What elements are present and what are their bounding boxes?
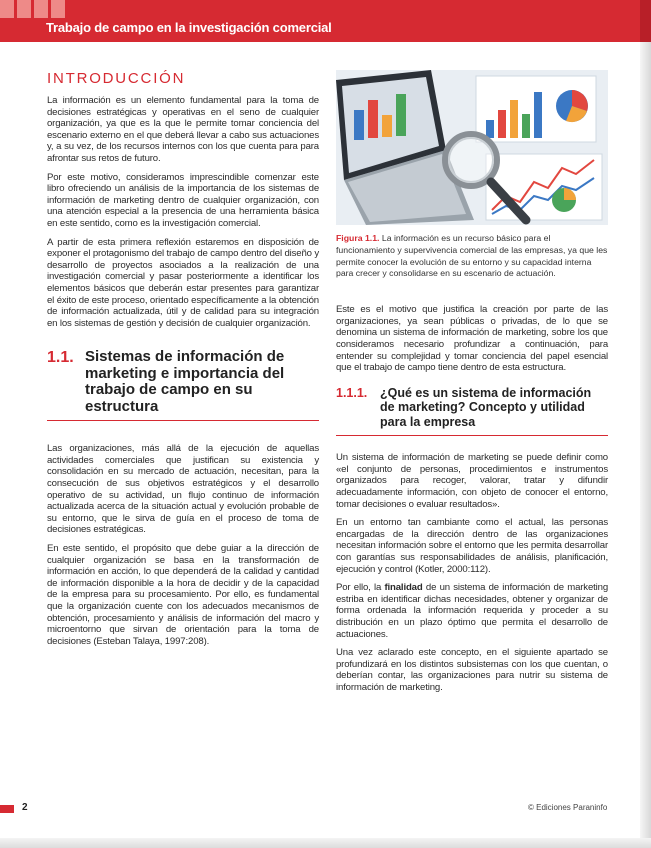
- header-square-decoration: [34, 0, 48, 18]
- section-divider: [47, 420, 319, 421]
- bold-term: finalidad: [384, 582, 423, 594]
- body-paragraph: Un sistema de información de marketing se puede definir como «el conjunto de personas, procedimientos e instrumentos organizados para recoger, valorar, tratar y difundir adecuadamente información, con objeto de conocer el entorno, tomar decisiones o evaluar resultados».: [336, 452, 608, 510]
- page-header: [0, 0, 651, 42]
- body-paragraph: Este es el motivo que justifica la creación por parte de las organizaciones, ya sean públicas o privadas, de lo que se denomina un sistema de información de marketing, sobre los que consideramos necesario profundizar a continuación, para entender su complejidad y tomar conciencia del papel esencial que el trabajo de campo tiene dentro de esta estructura.: [336, 304, 608, 374]
- header-square-decoration: [0, 0, 14, 18]
- figure-caption-text: La información es un recurso básico para el funcionamiento y supervivencia comercial de las empresas, ya que les permite conocer la evolución de su entorno y su capacidad interna para crecer y consolidarse en su escenario de actuación.: [336, 233, 608, 279]
- body-paragraph: Una vez aclarado este concepto, en el siguiente apartado se profundizará en los distintos subsistemas con los que cuentan, o deberían contar, las organizaciones para nutrir su sistema de información de marketing.: [336, 647, 608, 693]
- page-number: 2: [22, 802, 28, 813]
- running-header-title: Trabajo de campo en la investigación comercial: [46, 20, 332, 35]
- text-run: Por ello, la: [336, 582, 385, 594]
- copyright-notice: © Ediciones Paraninfo: [528, 803, 608, 812]
- section-title: Sistemas de información de marketing e importancia del trabajo de campo en su estructura: [85, 348, 285, 415]
- figure-image-laptop-charts: [336, 70, 608, 225]
- intro-paragraph: Por este motivo, consideramos imprescindible comenzar este libro ofreciendo un análisis de la importancia de los sistemas de información de marketing dentro de cualquier organización, con una atención especial a la presencia de una herramienta básica en este sentido, como es la investigación comercial.: [47, 171, 319, 229]
- footer-marker: [0, 805, 14, 813]
- page-edge-right: [640, 42, 651, 848]
- header-square-decoration: [51, 0, 65, 18]
- body-paragraph: En un entorno tan cambiante como el actual, las personas encargadas de la dirección dentro de las organizaciones necesitan información sobre el entorno que les permita desarrollar con garantías sus responsabilidades de análisis, planificación, ejecución y control (Kotler, 2000:112).: [336, 517, 608, 575]
- intro-paragraph: La información es un elemento fundamental para la toma de decisiones estratégicas y operativas en el seno de cualquier organización, ya que es la que le permite tomar conciencia del escenario externo en el que deberá llevar a cabo sus actuaciones y, a su vez, de los recursos internos con los que cuenta para para afrontar sus retos de futuro.: [47, 95, 319, 164]
- left-column: [47, 70, 319, 654]
- figure-label: Figura 1.1.: [336, 233, 380, 243]
- text-run: de un sistema de información de marketing estriba en identificar dichas necesidades, obtener y organizar de forma ordenada la información requerida y proceder a su distribución en un plazo óptimo que permita el desarrollo de actuaciones.: [336, 582, 609, 640]
- intro-paragraph: A partir de esta primera reflexión estaremos en disposición de exponer el protagonismo del trabajo de campo dentro del diseño y desarrollo de proyectos asociados a la realización de una investigación comercial y pasar posteriormente a identificar los elementos básicos que deberán estar presentes para garantizar el éxito de este proceso, orientado específicamente a la obtención de información actualizada, útil y de calidad para su integración en los sistemas de gestión y decisión de cualquier organización.: [47, 236, 319, 329]
- body-paragraph: En este sentido, el propósito que debe guiar a la dirección de cualquier organización se basa en la transformación de información en acción, lo que dependerá de la calidad y cantidad de información disponible a la hora de decidir y de la capacidad de la empresa para su procesamiento. Por ello, es fundamental que la organización cuente con los adecuados mecanismos de obtención, procesamiento y análisis de información del macro y microentorno que sirvan de orientación para la toma de decisiones (Esteban Talaya, 1997:208).: [47, 543, 319, 647]
- body-paragraph: Las organizaciones, más allá de la ejecución de aquellas actividades comerciales que justifican su existencia y consolidación en su mercado de actuación, necesitan, para la consecución de sus objetivos estratégicos y el desarrollo operativo de su actividad, un flujo continuo de información actualizada acerca de la situación actual y evolución probable de su entorno, que le sirva de guía en el proceso de toma de decisiones estratégicas.: [47, 443, 319, 536]
- page-edge-bottom: [0, 838, 651, 848]
- header-edge: [640, 0, 651, 42]
- section-number: 1.1.: [47, 349, 74, 367]
- body-paragraph: [336, 582, 608, 640]
- intro-title: INTRODUCCIÓN: [47, 70, 186, 87]
- subsection-title: ¿Qué es un sistema de información de marketing? Concepto y utilidad para la empresa: [380, 385, 592, 429]
- right-column: [336, 70, 608, 701]
- header-square-decoration: [17, 0, 31, 18]
- subsection-number: 1.1.1.: [336, 385, 368, 400]
- laptop-charts-illustration: [336, 70, 608, 225]
- subsection-heading: [336, 386, 608, 430]
- section-heading: [47, 349, 319, 415]
- subsection-divider: [336, 435, 608, 436]
- figure-caption: [336, 233, 608, 280]
